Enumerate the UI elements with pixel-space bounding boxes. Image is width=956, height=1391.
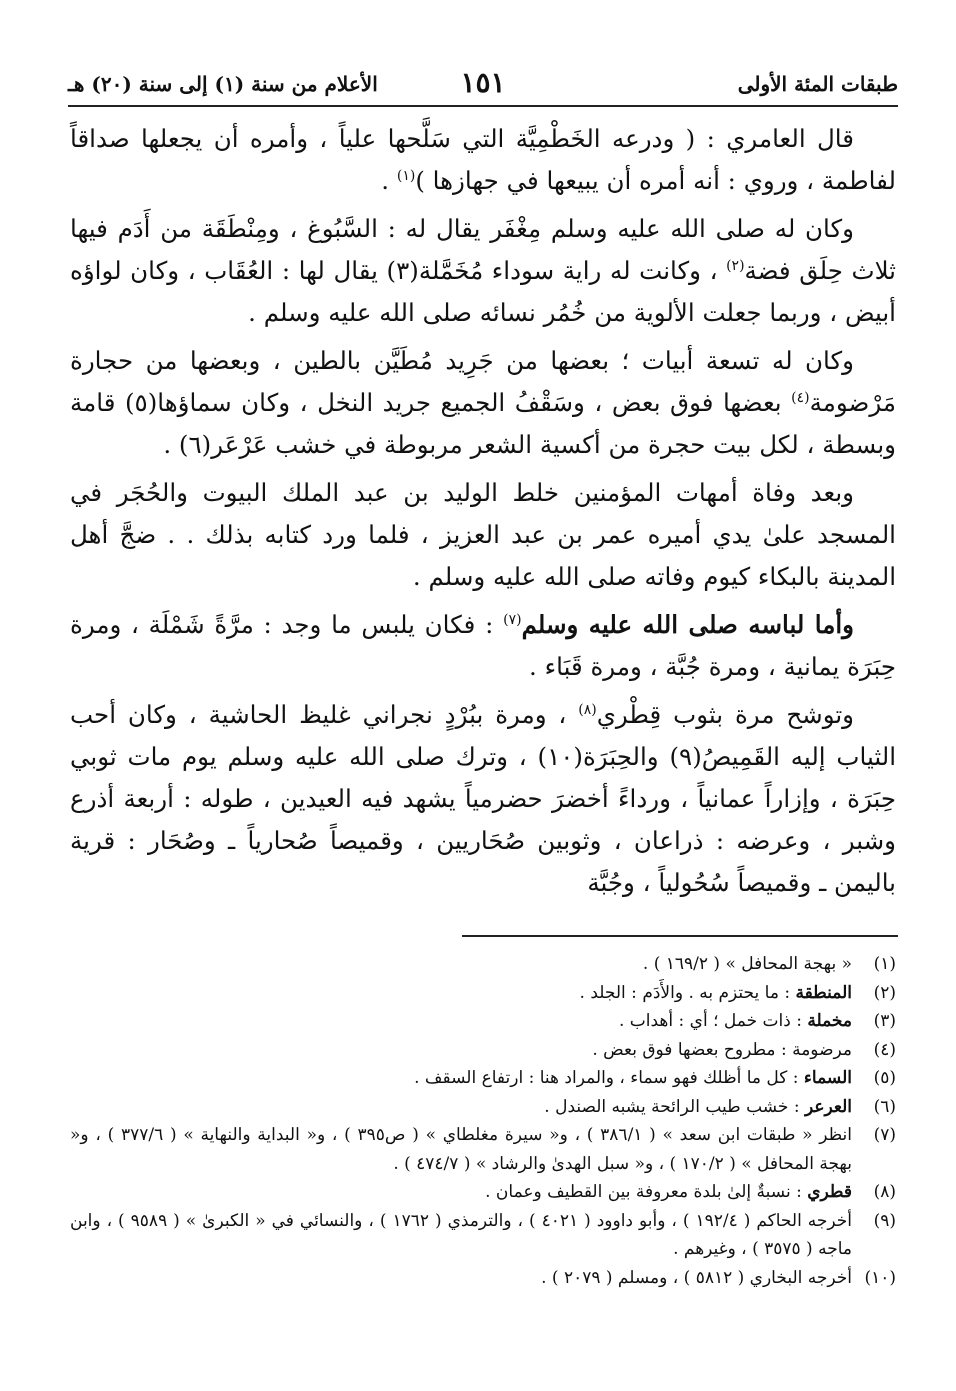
header-rule: [68, 105, 898, 107]
running-header: [68, 64, 898, 104]
paragraph: وكان له صلى الله عليه وسلم مِغْفَر يقال له : السَّبُوغ ، ومِنْطَقَة من أَدَم فيها ثلاث حِلَق فضة$^{(٢)}$ ، وكانت له راية سوداء مُخَمَّلة(٣) يقال لها : العُقَاب ، وكان لواؤه أبيض ، وربما جعلت الألوية من خُمُر نسائه صلى الله عليه وسلم .: [70, 214, 897, 327]
footnote-marker: (٧): [503, 611, 522, 628]
footnote-separator: [462, 935, 898, 937]
footnote: (١٠) أخرجه البخاري ( ٥٨١٢ ) ، ومسلم ( ٢٠٧٩ ) .: [541, 1267, 896, 1288]
main-text: [70, 118, 896, 910]
footnote-marker: (١): [396, 167, 416, 184]
paragraph: قال العامري : ( ودرعه الخَطْمِيَّة التي سَلَّحها علياً ، وأمره أن يجعلها صداقاً لفاطمة ، وروي : أنه أمره أن يبيعها في جهازها )$^{(١)}$ .: [70, 124, 896, 195]
footnotes: [70, 950, 896, 1292]
footnote: (٩) أخرجه الحاكم ( ١٩٢/٤ ) ، وأبو داوود ( ٤٠٢١ ) ، والترمذي ( ١٧٦٢ ) ، والنسائي في « الكبرىٰ » ( ٩٥٨٩ ) ، وابن ماجه ( ٣٥٧٥ ) ، وغيرهم .: [70, 1210, 896, 1259]
footnote: (١) « بهجة المحافل » ( ١٦٩/٢ ) .: [642, 954, 896, 974]
footnote: (٥) السماء : كل ما أظلك فهو سماء ، والمراد هنا : ارتفاع السقف .: [414, 1068, 896, 1088]
page-number: ١٥١: [460, 66, 506, 99]
paragraph: وتوشح مرة بثوب قِطْري$^{(٨)}$ ، ومرة ببُرْدٍ نجراني غليظ الحاشية ، وكان أحب الثياب إليه القَمِيصُ(٩) والحِبَرَة(١٠) ، وترك صلى الله عليه وسلم يوم مات ثوبي حِبَرَة ، وإزاراً عمانياً ، ورداءً أخضرَ حضرمياً يشهد فيه العيدين ، طوله : أربعة أذرع وشبر ، وعرضه : ذراعان ، وثوبين صُحَاريين ، وقميصاً صُحارياً ـ وصُحَار : قرية باليمن ـ وقميصاً سُحُولياً ، وجُبَّة: [70, 700, 897, 897]
paragraph: وكان له تسعة أبيات ؛ بعضها من جَرِيد مُطَيَّن بالطين ، وبعضها من حجارة مَرْضومة$^{(٤)}$ بعضها فوق بعض ، وسَقْفُ الجميع جريد النخل ، وكان سماؤها(٥) قامة وبسطة ، لكل بيت حجرة من أكسية الشعر مربوطة في خشب عَرْعَر(٦) .: [70, 346, 896, 459]
footnote: (٨) قطري : نسبةٌ إلىٰ بلدة معروفة بين القطيف وعمان .: [485, 1182, 896, 1202]
footnote: (٣) مخملة : ذات خمل ؛ أي : أهداب .: [618, 1011, 896, 1031]
footnote-marker: (٤): [791, 389, 810, 406]
paragraph: وأما لباسه صلى الله عليه وسلم$^{(٧)}$ : فكان يلبس ما وجد : مرَّةً شَمْلَة ، ومرة حِبَرَة يمانية ، ومرة جُبَّة ، ومرة قَبَاء .: [70, 610, 896, 681]
footnote: (٤) مرضومة : مطروح بعضها فوق بعض .: [592, 1039, 896, 1060]
footnote: (٢) المنطقة : ما يحتزم به . والأَدَم : الجلد .: [579, 982, 896, 1003]
paragraph: وبعد وفاة أمهات المؤمنين خلط الوليد بن عبد الملك البيوت والحُجَر في المسجد علىٰ يدي أميره عمر بن عبد العزيز ، فلما ورد كتابه بذلك . . ضجَّ أهل المدينة بالبكاء كيوم وفاته صلى الله عليه وسلم .: [70, 478, 896, 591]
footnote: (٧) انظر « طبقات ابن سعد » ( ٣٨٦/١ ) ، و« سيرة مغلطاي » ( ص٣٩٥ ) ، و« البداية والنهاية » ( ٣٧٧/٦ ) ، و« بهجة المحافل » ( ١٧٠/٢ ) ، و« سبل الهدىٰ والرشاد » ( ٤٧٤/٧ ) .: [70, 1125, 896, 1174]
footnote: (٦) العرعر : خشب طيب الرائحة يشبه الصندل .: [544, 1096, 896, 1117]
footnote-marker: (٨): [578, 701, 597, 718]
header-book-title: طبقات المئة الأولى: [737, 72, 898, 96]
section-lead: وأما لباسه صلى الله عليه وسلم: [521, 610, 855, 639]
header-chapter-title: الأعلام من سنة (١) إلى سنة (٢٠) هـ: [68, 72, 378, 96]
footnote-marker: (٢): [726, 257, 745, 274]
